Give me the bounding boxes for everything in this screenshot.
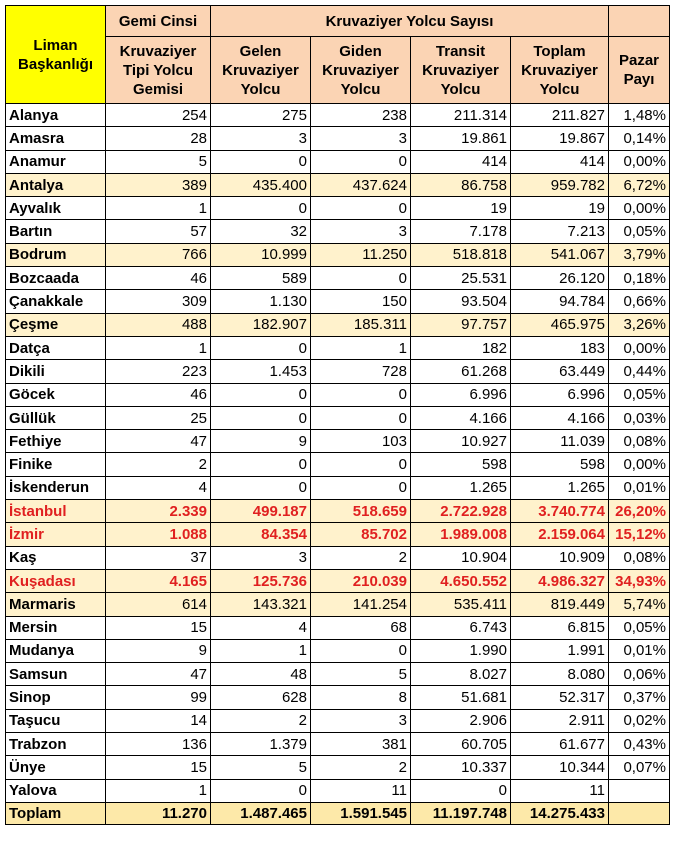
table-cell: 94.784 xyxy=(511,290,609,313)
table-cell: 1 xyxy=(311,336,411,359)
table-cell: 0 xyxy=(411,779,511,802)
table-cell: 8 xyxy=(311,686,411,709)
table-cell: 389 xyxy=(106,173,211,196)
table-cell: 0,66% xyxy=(609,290,670,313)
table-cell: 141.254 xyxy=(311,593,411,616)
table-cell: 223 xyxy=(106,360,211,383)
table-cell: 15 xyxy=(106,756,211,779)
table-cell: 25 xyxy=(106,406,211,429)
table-cell: 8.080 xyxy=(511,663,609,686)
table-cell: 182.907 xyxy=(211,313,311,336)
table-cell: 97.757 xyxy=(411,313,511,336)
table-cell: 1 xyxy=(106,197,211,220)
table-cell: 2.159.064 xyxy=(511,523,609,546)
table-cell: 46 xyxy=(106,267,211,290)
table-cell: 238 xyxy=(311,104,411,127)
table-cell: 1.591.545 xyxy=(311,802,411,824)
table-cell: 2.339 xyxy=(106,500,211,523)
table-cell: 254 xyxy=(106,104,211,127)
table-cell: 10.344 xyxy=(511,756,609,779)
port-name: Mersin xyxy=(6,616,106,639)
table-cell: 275 xyxy=(211,104,311,127)
table-cell: 185.311 xyxy=(311,313,411,336)
table-cell: 2.906 xyxy=(411,709,511,732)
table-cell: 11.039 xyxy=(511,430,609,453)
table-cell: 3,26% xyxy=(609,313,670,336)
table-cell: 3 xyxy=(311,220,411,243)
table-cell: 0,05% xyxy=(609,383,670,406)
table-row xyxy=(6,756,670,779)
header-column: Gelen Kruvaziyer Yolcu xyxy=(211,37,311,104)
port-name: Mudanya xyxy=(6,639,106,662)
table-cell: 0 xyxy=(211,406,311,429)
header-column: Toplam Kruvaziyer Yolcu xyxy=(511,37,609,104)
table-cell: 1,48% xyxy=(609,104,670,127)
table-cell: 8.027 xyxy=(411,663,511,686)
table-row xyxy=(6,243,670,266)
port-name: Ünye xyxy=(6,756,106,779)
table-cell: 47 xyxy=(106,430,211,453)
table-cell: 1.379 xyxy=(211,733,311,756)
table-cell: 26.120 xyxy=(511,267,609,290)
table-cell: 15,12% xyxy=(609,523,670,546)
table-cell: 6.815 xyxy=(511,616,609,639)
table-cell: 26,20% xyxy=(609,500,670,523)
port-name: Marmaris xyxy=(6,593,106,616)
table-cell: 47 xyxy=(106,663,211,686)
table-cell: 598 xyxy=(511,453,609,476)
table-cell: 28 xyxy=(106,127,211,150)
table-cell: 0,00% xyxy=(609,150,670,173)
port-name: Kaş xyxy=(6,546,106,569)
table-cell: 93.504 xyxy=(411,290,511,313)
table-row xyxy=(6,500,670,523)
header-column: Transit Kruvaziyer Yolcu xyxy=(411,37,511,104)
table-cell: 19 xyxy=(511,197,609,220)
table-cell: 2.722.928 xyxy=(411,500,511,523)
table-cell: 0,14% xyxy=(609,127,670,150)
table-cell: 0 xyxy=(211,150,311,173)
table-cell: 15 xyxy=(106,616,211,639)
port-name: Göcek xyxy=(6,383,106,406)
table-cell: 819.449 xyxy=(511,593,609,616)
table-cell: 2 xyxy=(311,546,411,569)
table-cell: 0,06% xyxy=(609,663,670,686)
table-cell: 5 xyxy=(211,756,311,779)
table-cell: 4.166 xyxy=(411,406,511,429)
table-cell: 57 xyxy=(106,220,211,243)
table-header xyxy=(6,6,670,104)
table-row xyxy=(6,360,670,383)
table-cell: 0 xyxy=(211,779,311,802)
table-row xyxy=(6,267,670,290)
table-row xyxy=(6,104,670,127)
table-row xyxy=(6,220,670,243)
table-cell: 10.904 xyxy=(411,546,511,569)
port-name: Trabzon xyxy=(6,733,106,756)
table-cell: 589 xyxy=(211,267,311,290)
table-cell: 728 xyxy=(311,360,411,383)
table-cell: 0,03% xyxy=(609,406,670,429)
port-name: Çeşme xyxy=(6,313,106,336)
port-name: Yalova xyxy=(6,779,106,802)
table-cell: 211.314 xyxy=(411,104,511,127)
table-row xyxy=(6,523,670,546)
port-name: Bozcaada xyxy=(6,267,106,290)
table-cell: 10.337 xyxy=(411,756,511,779)
table-row xyxy=(6,173,670,196)
table-row xyxy=(6,383,670,406)
table-cell: 518.818 xyxy=(411,243,511,266)
table-cell: 3.740.774 xyxy=(511,500,609,523)
table-cell: 0,08% xyxy=(609,430,670,453)
table-cell: 414 xyxy=(411,150,511,173)
table-cell: 435.400 xyxy=(211,173,311,196)
table-cell: 6.996 xyxy=(511,383,609,406)
table-cell: 0 xyxy=(311,197,411,220)
table-row xyxy=(6,453,670,476)
table-cell: 0 xyxy=(211,453,311,476)
table-cell: 1.990 xyxy=(411,639,511,662)
table-row xyxy=(6,593,670,616)
table-row xyxy=(6,290,670,313)
table-row xyxy=(6,639,670,662)
port-name: Finike xyxy=(6,453,106,476)
table-cell: 10.999 xyxy=(211,243,311,266)
table-row xyxy=(6,406,670,429)
table-cell: 11 xyxy=(511,779,609,802)
table-cell: 136 xyxy=(106,733,211,756)
port-name: Bodrum xyxy=(6,243,106,266)
table-cell: 10.927 xyxy=(411,430,511,453)
table-cell: 1.265 xyxy=(511,476,609,499)
port-name: Amasra xyxy=(6,127,106,150)
table-cell: 9 xyxy=(106,639,211,662)
table-cell: 0 xyxy=(311,267,411,290)
table-cell: 0,00% xyxy=(609,197,670,220)
header-liman-baskanligi: Liman Başkanlığı xyxy=(6,6,106,104)
table-cell: 11.197.748 xyxy=(411,802,511,824)
table-cell: 1 xyxy=(106,779,211,802)
table-cell: 10.909 xyxy=(511,546,609,569)
table-cell: 0 xyxy=(211,336,311,359)
table-cell: 1.453 xyxy=(211,360,311,383)
table-cell: 68 xyxy=(311,616,411,639)
cruise-passenger-table-container xyxy=(5,5,670,825)
table-cell: 84.354 xyxy=(211,523,311,546)
table-cell: 32 xyxy=(211,220,311,243)
table-cell: 3,79% xyxy=(609,243,670,266)
table-cell: 37 xyxy=(106,546,211,569)
table-cell: 0 xyxy=(311,639,411,662)
port-name: Sinop xyxy=(6,686,106,709)
table-cell: 0 xyxy=(211,383,311,406)
table-cell: 0,00% xyxy=(609,336,670,359)
port-name: İzmir xyxy=(6,523,106,546)
table-cell: 19 xyxy=(411,197,511,220)
table-row xyxy=(6,476,670,499)
table-cell: 3 xyxy=(311,709,411,732)
table-cell: 766 xyxy=(106,243,211,266)
header-column: Kruvaziyer Tipi Yolcu Gemisi xyxy=(106,37,211,104)
cruise-passenger-table xyxy=(5,5,670,825)
table-row xyxy=(6,336,670,359)
port-name: Toplam xyxy=(6,802,106,824)
table-body xyxy=(6,104,670,825)
table-cell: 0 xyxy=(311,476,411,499)
table-cell: 85.702 xyxy=(311,523,411,546)
table-cell: 0,02% xyxy=(609,709,670,732)
table-cell: 5 xyxy=(311,663,411,686)
table-row xyxy=(6,779,670,802)
port-name: Bartın xyxy=(6,220,106,243)
table-cell: 0 xyxy=(311,150,411,173)
table-cell: 0,05% xyxy=(609,616,670,639)
table-cell: 7.178 xyxy=(411,220,511,243)
table-cell: 61.677 xyxy=(511,733,609,756)
table-cell xyxy=(609,802,670,824)
table-row xyxy=(6,313,670,336)
table-cell: 103 xyxy=(311,430,411,453)
table-row xyxy=(6,733,670,756)
table-cell: 150 xyxy=(311,290,411,313)
port-name: Güllük xyxy=(6,406,106,429)
port-name: Datça xyxy=(6,336,106,359)
table-cell: 1.487.465 xyxy=(211,802,311,824)
table-row xyxy=(6,663,670,686)
table-cell: 309 xyxy=(106,290,211,313)
table-cell: 4.166 xyxy=(511,406,609,429)
table-cell: 2.911 xyxy=(511,709,609,732)
table-cell: 19.867 xyxy=(511,127,609,150)
table-cell: 3 xyxy=(211,546,311,569)
table-cell: 4.986.327 xyxy=(511,569,609,592)
table-cell: 0,05% xyxy=(609,220,670,243)
table-cell: 14.275.433 xyxy=(511,802,609,824)
table-cell: 1.088 xyxy=(106,523,211,546)
port-name: Fethiye xyxy=(6,430,106,453)
port-name: İstanbul xyxy=(6,500,106,523)
table-cell: 0,08% xyxy=(609,546,670,569)
table-cell: 9 xyxy=(211,430,311,453)
table-cell: 1.989.008 xyxy=(411,523,511,546)
table-cell: 3 xyxy=(311,127,411,150)
table-cell: 0 xyxy=(211,476,311,499)
table-cell: 46 xyxy=(106,383,211,406)
table-row xyxy=(6,686,670,709)
table-cell: 14 xyxy=(106,709,211,732)
port-name: Kuşadası xyxy=(6,569,106,592)
table-cell: 0,01% xyxy=(609,476,670,499)
table-cell: 0,01% xyxy=(609,639,670,662)
table-cell: 99 xyxy=(106,686,211,709)
table-cell: 52.317 xyxy=(511,686,609,709)
table-cell: 0 xyxy=(211,197,311,220)
table-cell: 61.268 xyxy=(411,360,511,383)
table-cell: 182 xyxy=(411,336,511,359)
table-cell: 959.782 xyxy=(511,173,609,196)
table-cell: 4.165 xyxy=(106,569,211,592)
table-cell: 11 xyxy=(311,779,411,802)
table-row xyxy=(6,569,670,592)
port-name: Antalya xyxy=(6,173,106,196)
table-cell: 6.996 xyxy=(411,383,511,406)
table-cell: 25.531 xyxy=(411,267,511,290)
table-cell: 414 xyxy=(511,150,609,173)
table-cell: 0,37% xyxy=(609,686,670,709)
table-cell: 2 xyxy=(211,709,311,732)
table-cell: 1.991 xyxy=(511,639,609,662)
table-row xyxy=(6,616,670,639)
table-cell: 518.659 xyxy=(311,500,411,523)
table-cell: 598 xyxy=(411,453,511,476)
table-cell: 210.039 xyxy=(311,569,411,592)
table-cell: 4 xyxy=(106,476,211,499)
table-cell: 0 xyxy=(311,383,411,406)
table-cell: 541.067 xyxy=(511,243,609,266)
table-cell: 5 xyxy=(106,150,211,173)
table-cell: 381 xyxy=(311,733,411,756)
table-cell: 0,44% xyxy=(609,360,670,383)
table-cell: 499.187 xyxy=(211,500,311,523)
table-cell: 51.681 xyxy=(411,686,511,709)
table-cell: 0 xyxy=(311,453,411,476)
table-cell: 0,07% xyxy=(609,756,670,779)
port-name: Çanakkale xyxy=(6,290,106,313)
table-cell: 143.321 xyxy=(211,593,311,616)
port-name: Ayvalık xyxy=(6,197,106,220)
table-cell: 2 xyxy=(106,453,211,476)
table-cell: 4 xyxy=(211,616,311,639)
table-cell: 5,74% xyxy=(609,593,670,616)
table-row xyxy=(6,430,670,453)
table-cell: 0,00% xyxy=(609,453,670,476)
table-cell: 535.411 xyxy=(411,593,511,616)
table-cell: 34,93% xyxy=(609,569,670,592)
table-cell: 4.650.552 xyxy=(411,569,511,592)
table-cell: 1 xyxy=(211,639,311,662)
port-name: Dikili xyxy=(6,360,106,383)
header-blank xyxy=(609,6,670,37)
table-row xyxy=(6,150,670,173)
table-cell: 63.449 xyxy=(511,360,609,383)
port-name: Anamur xyxy=(6,150,106,173)
header-column: Pazar Payı xyxy=(609,37,670,104)
port-name: Alanya xyxy=(6,104,106,127)
table-cell: 628 xyxy=(211,686,311,709)
table-row xyxy=(6,709,670,732)
port-name: İskenderun xyxy=(6,476,106,499)
total-row xyxy=(6,802,670,824)
table-cell: 19.861 xyxy=(411,127,511,150)
table-cell: 86.758 xyxy=(411,173,511,196)
header-kruvaziyer-yolcu-sayisi: Kruvaziyer Yolcu Sayısı xyxy=(211,6,609,37)
table-cell: 0 xyxy=(311,406,411,429)
table-cell: 0,18% xyxy=(609,267,670,290)
table-cell: 1 xyxy=(106,336,211,359)
port-name: Taşucu xyxy=(6,709,106,732)
table-cell: 125.736 xyxy=(211,569,311,592)
table-cell: 6.743 xyxy=(411,616,511,639)
table-cell: 183 xyxy=(511,336,609,359)
port-name: Samsun xyxy=(6,663,106,686)
table-cell: 1.130 xyxy=(211,290,311,313)
table-cell: 3 xyxy=(211,127,311,150)
table-cell: 0,43% xyxy=(609,733,670,756)
table-cell xyxy=(609,779,670,802)
table-cell: 614 xyxy=(106,593,211,616)
table-cell: 60.705 xyxy=(411,733,511,756)
table-cell: 1.265 xyxy=(411,476,511,499)
table-row xyxy=(6,127,670,150)
table-cell: 11.250 xyxy=(311,243,411,266)
header-gemi-cinsi: Gemi Cinsi xyxy=(106,6,211,37)
table-cell: 48 xyxy=(211,663,311,686)
table-row xyxy=(6,546,670,569)
table-cell: 7.213 xyxy=(511,220,609,243)
header-column: Giden Kruvaziyer Yolcu xyxy=(311,37,411,104)
table-cell: 488 xyxy=(106,313,211,336)
table-cell: 2 xyxy=(311,756,411,779)
table-cell: 211.827 xyxy=(511,104,609,127)
table-row xyxy=(6,197,670,220)
table-cell: 6,72% xyxy=(609,173,670,196)
table-cell: 11.270 xyxy=(106,802,211,824)
table-cell: 465.975 xyxy=(511,313,609,336)
table-cell: 437.624 xyxy=(311,173,411,196)
